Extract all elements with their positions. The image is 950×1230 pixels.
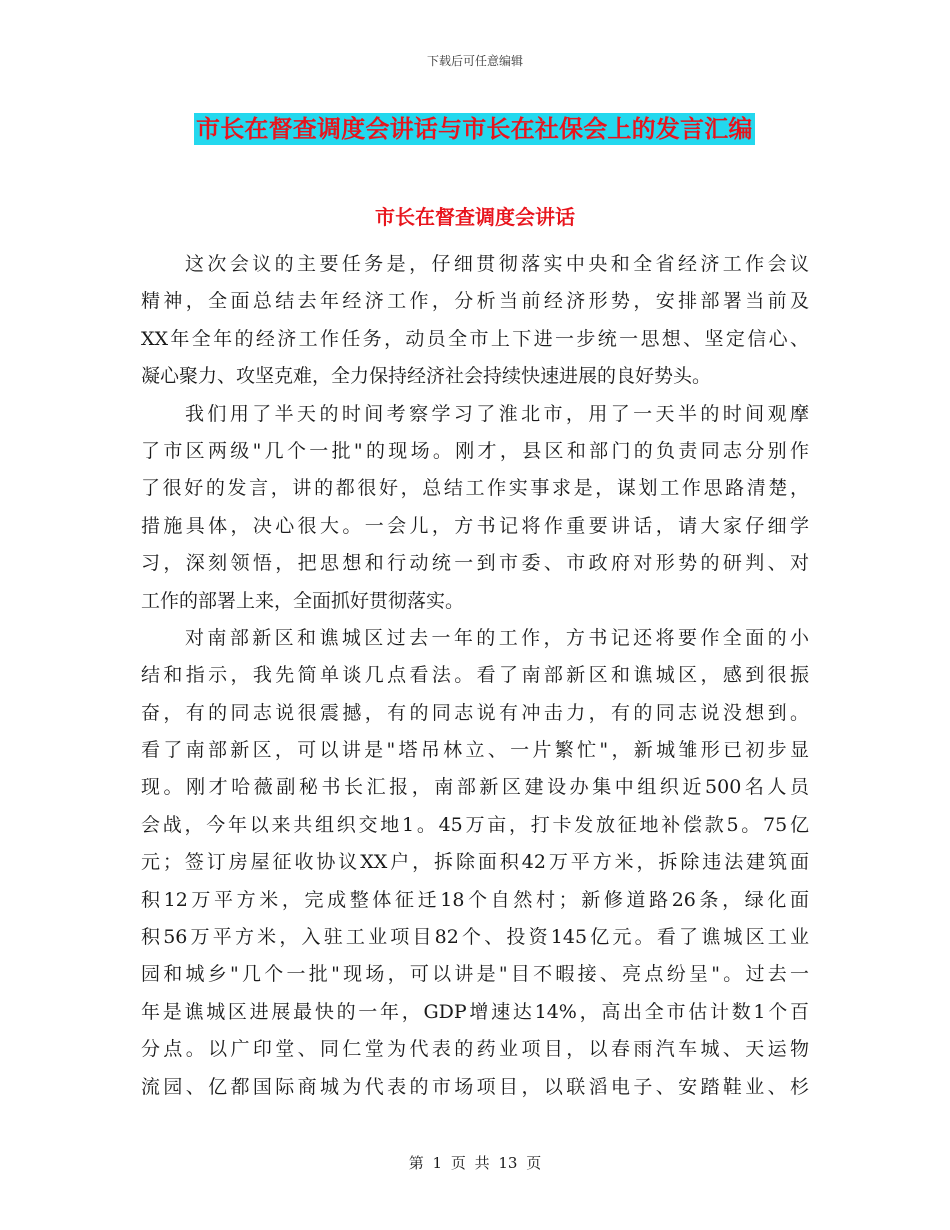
paragraph-line: 我们用了半天的时间考察学习了淮北市，用了一天半的时间观摩 xyxy=(185,402,809,425)
document-title: 市长在督查调度会讲话与市长在社保会上的发言汇编 xyxy=(196,115,753,143)
header-note: 下载后可任意编辑 xyxy=(426,54,523,68)
body-text xyxy=(141,246,809,1106)
paragraph-line: 对南部新区和谯城区过去一年的工作，方书记还将要作全面的小 xyxy=(185,626,809,649)
paragraph-line: 流园、亿都国际商城为代表的市场项目，以联滔电子、安踏鞋业、杉 xyxy=(141,1075,809,1098)
paragraph-line: 积56万平方米，入驻工业项目82个、投资145亿元。看了谯城区工业 xyxy=(141,926,809,949)
paragraph-line: 凝心聚力、攻坚克难，全力保持经济社会持续快速进展的良好势头。 xyxy=(141,365,712,388)
paragraph-line: 措施具体，决心很大。一会儿，方书记将作重要讲话，请大家仔细学 xyxy=(141,514,809,537)
paragraph-line: 了很好的发言，讲的都很好，总结工作实事求是，谋划工作思路清楚， xyxy=(141,477,809,500)
paragraph-line: 工作的部署上来，全面抓好贯彻落实。 xyxy=(141,589,465,612)
paragraph-line: 精神，全面总结去年经济工作，分析当前经济形势，安排部署当前及 xyxy=(141,290,809,313)
paragraph-line: 奋，有的同志说很震撼，有的同志说有冲击力，有的同志说没想到。 xyxy=(141,701,809,724)
paragraph-line: 园和城乡"几个一批"现场，可以讲是"目不暇接、亮点纷呈"。过去一 xyxy=(141,963,809,986)
paragraph-line: 现。刚才哈薇副秘书长汇报，南部新区建设办集中组织近500名人员 xyxy=(141,776,809,799)
paragraph-line: 了市区两级"几个一批"的现场。刚才，县区和部门的负责同志分别作 xyxy=(141,439,809,462)
paragraph-line: 结和指示，我先简单谈几点看法。看了南部新区和谯城区，感到很振 xyxy=(141,664,809,687)
section-title: 市长在督查调度会讲话 xyxy=(375,205,575,229)
page-footer: 第 1 页 共 13 页 xyxy=(408,1154,542,1172)
paragraph-line: 元；签订房屋征收协议XX户，拆除面积42万平方米，拆除违法建筑面 xyxy=(141,851,809,874)
paragraph-line: 会战，今年以来共组织交地1。45万亩，打卡发放征地补偿款5。75亿 xyxy=(141,813,809,836)
paragraph-line: 积12万平方米，完成整体征迁18个自然村；新修道路26条，绿化面 xyxy=(141,888,809,911)
paragraph-line: 看了南部新区，可以讲是"塔吊林立、一片繁忙"，新城雏形已初步显 xyxy=(141,739,809,762)
paragraph-line: 这次会议的主要任务是，仔细贯彻落实中央和全省经济工作会议 xyxy=(185,253,809,275)
paragraph-line: XX年全年的经济工作任务，动员全市上下进一步统一思想、坚定信心、 xyxy=(141,327,809,350)
paragraph-line: 分点。以广印堂、同仁堂为代表的药业项目，以春雨汽车城、天运物 xyxy=(141,1038,809,1061)
paragraph-line: 习，深刻领悟，把思想和行动统一到市委、市政府对形势的研判、对 xyxy=(141,552,809,575)
paragraph-line: 年是谯城区进展最快的一年，GDP增速达14%，高出全市估计数1个百 xyxy=(141,1000,809,1023)
